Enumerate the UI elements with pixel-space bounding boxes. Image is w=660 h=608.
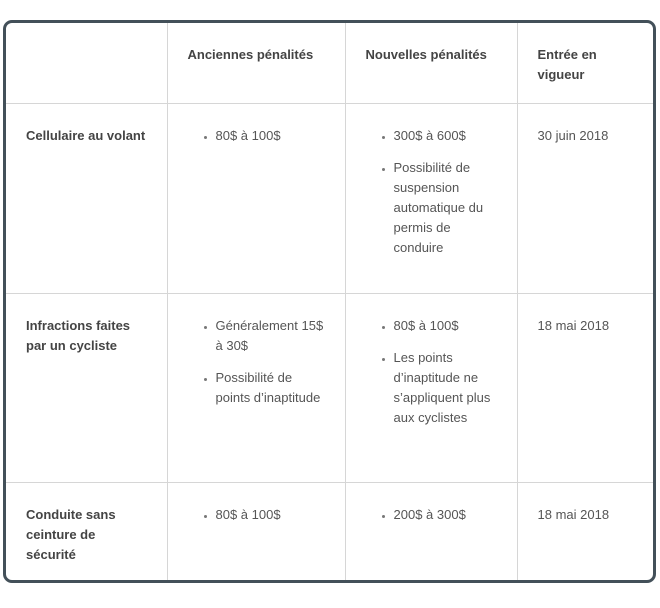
table-row — [6, 294, 653, 483]
list-item: • 80$ à 100$ — [394, 316, 497, 336]
list-item: • Possibilité de points d’inaptitude — [216, 368, 325, 408]
list-item: • Possibilité de suspension automatique du permis de conduire — [394, 158, 497, 258]
new-penalties — [345, 104, 517, 294]
header-empty — [6, 23, 167, 104]
list-item: • Généralement 15$ à 30$ — [216, 316, 325, 356]
effective-date: 18 mai 2018 — [517, 294, 653, 483]
header-old: Anciennes pénalités — [167, 23, 345, 104]
list-item: • 80$ à 100$ — [216, 126, 325, 146]
old-penalties — [167, 294, 345, 483]
effective-date: 18 mai 2018 — [517, 483, 653, 584]
old-penalties — [167, 104, 345, 294]
new-penalties — [345, 483, 517, 584]
row-label: Cellulaire au volant — [6, 104, 167, 294]
list-item: • Les points d’inaptitude ne s’appliquent plus aux cyclistes — [394, 348, 497, 428]
header-new: Nouvelles pénalités — [345, 23, 517, 104]
new-penalties — [345, 294, 517, 483]
penalties-table-container — [3, 20, 656, 583]
old-penalties — [167, 483, 345, 584]
list-item: • 200$ à 300$ — [394, 505, 497, 525]
table-row — [6, 483, 653, 584]
list-item: • 300$ à 600$ — [394, 126, 497, 146]
header-row — [6, 23, 653, 104]
header-date: Entrée en vigueur — [517, 23, 653, 104]
list-item: • 80$ à 100$ — [216, 505, 325, 525]
penalties-table — [6, 23, 653, 583]
table-row — [6, 104, 653, 294]
row-label: Infractions faites par un cycliste — [6, 294, 167, 483]
row-label: Conduite sans ceinture de sécurité — [6, 483, 167, 584]
effective-date: 30 juin 2018 — [517, 104, 653, 294]
